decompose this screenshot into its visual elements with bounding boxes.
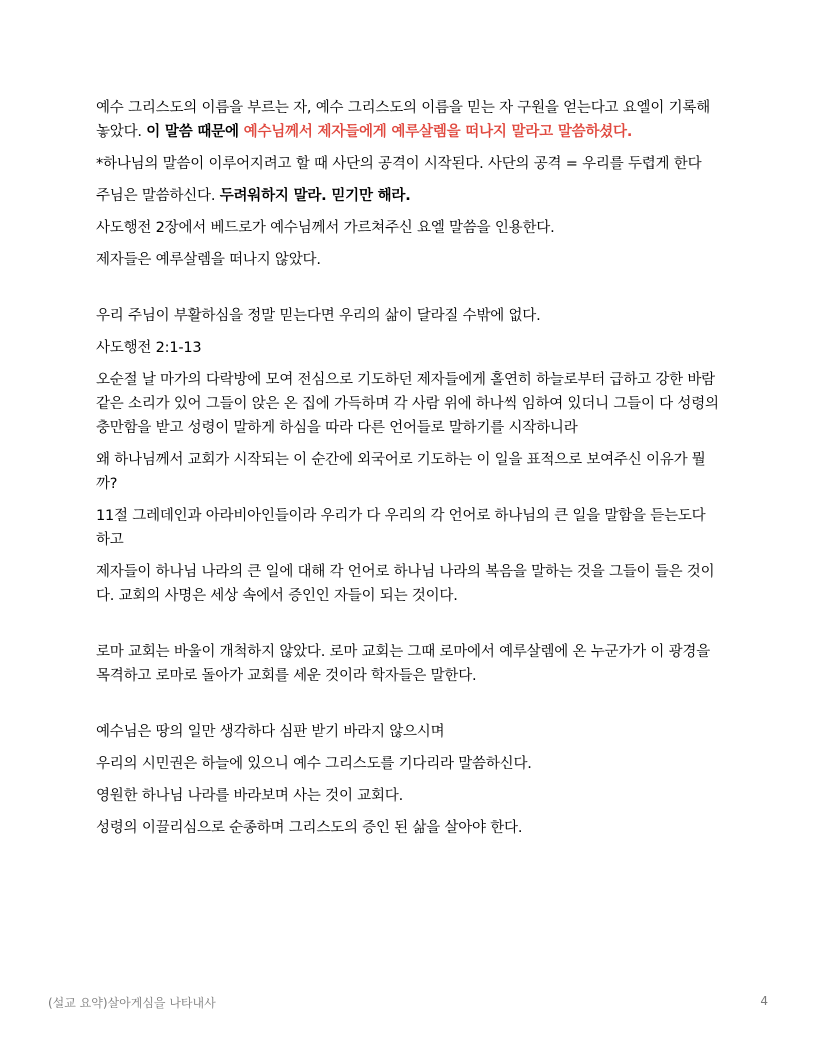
paragraph-spirit-led-life: 성령의 이끌리심으로 순종하며 그리스도의 증인 된 삶을 살아야 한다. xyxy=(96,820,523,836)
paragraph-resurrection-belief: 우리 주님이 부활하심을 정말 믿는다면 우리의 삶이 달라질 수밖에 없다. xyxy=(96,308,541,324)
paragraph-text: 예수 그리스도의 이름을 부르는 자, 예수 그리스도의 이름을 믿는 자 구원을 얻는다고 요엘이 기록해 놓았다. xyxy=(96,100,711,140)
bold-emphasis: 두려워하지 말라. 믿기만 해라. xyxy=(219,188,411,204)
document-body xyxy=(96,96,720,848)
paragraph-verse-11: 11절 그레데인과 아라비아인들이라 우리가 다 우리의 각 언어로 하나님의 큰 일을 말함을 듣는도다 하고 xyxy=(96,508,706,548)
paragraph-spacer xyxy=(96,616,720,640)
paragraph-citizenship-heaven: 우리의 시민권은 하늘에 있으니 예수 그리스도를 기다리라 말씀하신다. xyxy=(96,756,532,772)
paragraph-earthly-things: 예수님은 땅의 일만 생각하다 심판 받기 바라지 않으시며 xyxy=(96,724,445,740)
paragraph-pentecost-passage: 오순절 날 마가의 다락방에 모여 전심으로 기도하던 제자들에게 홀연히 하늘로부터 급하고 강한 바람 같은 소리가 있어 그들이 앉은 온 집에 가득하며 각 사람 위에 하나씩 임하여 있더니 그들이 다 성령의 충만함을 받고 성령이 말하게 하심을 따라 다른 언어들로 말하기를 시작하니라 xyxy=(96,372,719,436)
paragraph-spacer xyxy=(96,280,720,304)
footer-document-title: (설교 요약)살아게심을 나타내사 xyxy=(48,996,216,1010)
paragraph-eternal-kingdom: 영원한 하나님 나라를 바라보며 사는 것이 교회다. xyxy=(96,788,404,804)
paragraph-satan-attack: *하나님의 말씀이 이루어지려고 할 때 사단의 공격이 시작된다. 사단의 공격 = 우리를 두렵게 한다 xyxy=(96,156,702,172)
paragraph-text: 주님은 말씀하신다. xyxy=(96,188,220,204)
paragraph-roman-church: 로마 교회는 바울이 개척하지 않았다. 로마 교회는 그때 로마에서 예루살렘에 온 누군가가 이 광경을 목격하고 로마로 돌아가 교회를 세운 것이라 학자들은 말한다. xyxy=(96,644,711,684)
paragraph-question-tongues: 왜 하나님께서 교회가 시작되는 이 순간에 외국어로 기도하는 이 일을 표적으로 보여주신 이유가 뭘까? xyxy=(96,452,706,492)
paragraph-disciples-stayed: 제자들은 예루살렘을 떠나지 않았다. xyxy=(96,252,321,268)
paragraph-do-not-fear xyxy=(96,184,720,208)
paragraph-spacer xyxy=(96,696,720,720)
paragraph-church-mission: 제자들이 하나님 나라의 큰 일에 대해 각 언어로 하나님 나라의 복음을 말하는 것을 그들이 들은 것이다. 교회의 사명은 세상 속에서 증인인 자들이 되는 것이다. xyxy=(96,564,715,604)
footer-page-number: 4 xyxy=(760,994,768,1008)
bold-emphasis: 이 말씀 때문에 xyxy=(146,124,244,140)
paragraph-joel-prophecy xyxy=(96,96,720,144)
red-emphasis: 예수님께서 제자들에게 예루살렘을 떠나지 말라고 말씀하셨다. xyxy=(243,124,633,140)
paragraph-acts-2-peter: 사도행전 2장에서 베드로가 예수님께서 가르쳐주신 요엘 말씀을 인용한다. xyxy=(96,220,555,236)
paragraph-scripture-reference: 사도행전 2:1-13 xyxy=(96,340,202,356)
